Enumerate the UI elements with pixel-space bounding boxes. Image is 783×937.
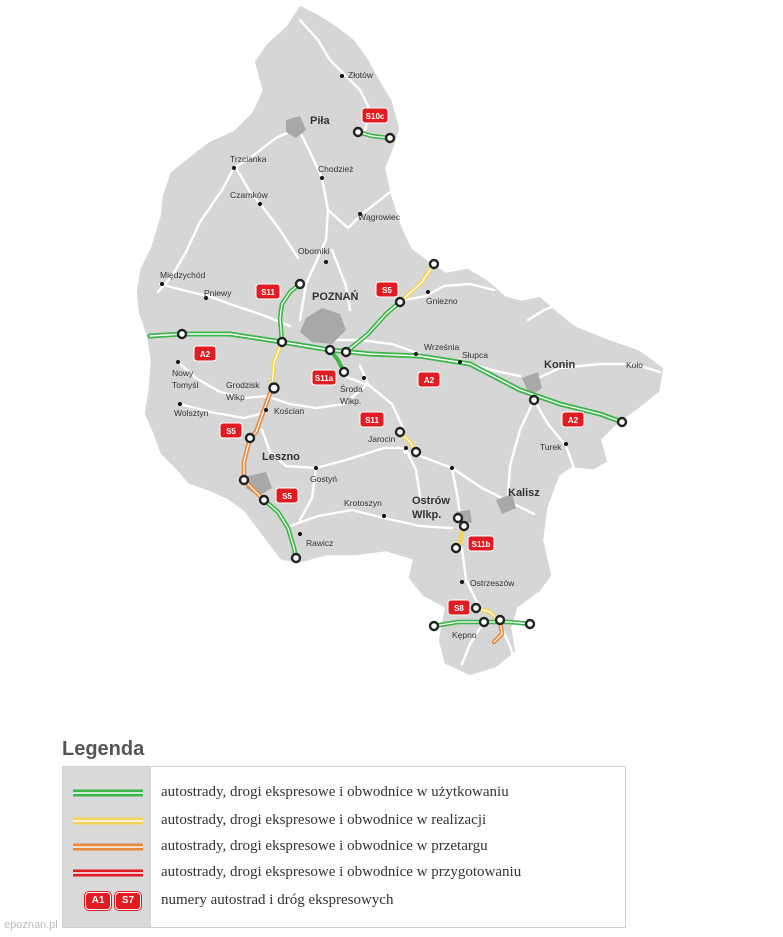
svg-text:A2: A2: [423, 376, 435, 385]
svg-text:Rawicz: Rawicz: [306, 538, 334, 548]
legend-row-in-use: [63, 781, 625, 805]
legend-row-shields: [63, 889, 625, 913]
legend-swatch-green: [73, 787, 143, 799]
svg-text:Kościan: Kościan: [274, 406, 305, 416]
legend-shield-a1: A1: [85, 892, 111, 910]
svg-text:Pniewy: Pniewy: [204, 288, 232, 298]
shield-s5-leszno: [276, 488, 298, 503]
svg-text:Koło: Koło: [626, 360, 644, 370]
legend-label-preparation: autostrady, drogi ekspresowe i obwodnice w przygotowaniu: [161, 864, 522, 880]
legend-label-shields: numery autostrad i dróg ekspresowych: [161, 892, 394, 908]
svg-text:S5: S5: [282, 492, 292, 501]
shield-s11-north: [256, 284, 280, 299]
svg-text:Wlkp.: Wlkp.: [340, 396, 362, 406]
svg-text:Wolsztyn: Wolsztyn: [174, 408, 209, 418]
svg-text:Krotoszyn: Krotoszyn: [344, 498, 382, 508]
svg-text:Grodzisk: Grodzisk: [226, 380, 260, 390]
svg-text:Wlkp: Wlkp: [226, 392, 245, 402]
svg-text:A2: A2: [199, 350, 211, 359]
svg-text:Jarocin: Jarocin: [368, 434, 396, 444]
svg-text:Kępno: Kępno: [452, 630, 477, 640]
svg-text:Wągrowiec: Wągrowiec: [358, 212, 401, 222]
svg-text:Trzcianka: Trzcianka: [230, 154, 267, 164]
city-label-ostrow-2: Wlkp.: [412, 509, 442, 521]
svg-text:Czarnków: Czarnków: [230, 190, 268, 200]
city-label-ostrow: Ostrów: [412, 495, 450, 507]
city-label-konin: Konin: [544, 359, 576, 371]
legend-box: [62, 766, 626, 928]
shield-s5-gniezno: [376, 282, 398, 297]
shield-s11-south: [360, 412, 384, 427]
legend-shield-s7: S7: [115, 892, 141, 910]
city-label-poznan: POZNAŃ: [312, 291, 359, 303]
svg-text:Nowy: Nowy: [172, 368, 194, 378]
shield-a2-west: [194, 346, 216, 361]
city-label-kalisz: Kalisz: [508, 487, 540, 499]
legend-label-in-use: autostrady, drogi ekspresowe i obwodnice w użytkowaniu: [161, 784, 509, 800]
svg-text:S5: S5: [226, 427, 236, 436]
svg-text:Środa: Środa: [340, 384, 363, 394]
svg-text:S11: S11: [261, 288, 275, 297]
svg-text:S11b: S11b: [471, 540, 491, 549]
city-label-pila: Piła: [310, 115, 330, 127]
svg-text:S11: S11: [365, 416, 379, 425]
svg-text:Gostyń: Gostyń: [310, 474, 337, 484]
city-label-leszno: Leszno: [262, 451, 300, 463]
legend-row-preparation: [63, 861, 625, 885]
legend-swatch-yellow: [73, 815, 143, 827]
svg-text:Złotów: Złotów: [348, 70, 374, 80]
shield-s5-koscian: [220, 423, 242, 438]
shield-s11b: [468, 536, 494, 551]
svg-text:Tomyśl: Tomyśl: [172, 380, 199, 390]
svg-text:S10c: S10c: [365, 112, 385, 121]
svg-text:A2: A2: [567, 416, 579, 425]
svg-text:Oborniki: Oborniki: [298, 246, 330, 256]
svg-text:Września: Września: [424, 342, 460, 352]
svg-text:Międzychód: Międzychód: [160, 270, 206, 280]
legend-title: Legenda: [62, 738, 145, 760]
svg-text:Gniezno: Gniezno: [426, 296, 458, 306]
watermark: epoznan.pl: [4, 919, 58, 931]
svg-text:Słupca: Słupca: [462, 350, 488, 360]
shield-a2-east: [562, 412, 584, 427]
svg-text:S11a: S11a: [314, 374, 334, 383]
svg-text:Ostrzeszów: Ostrzeszów: [470, 578, 515, 588]
legend-row-realization: [63, 809, 625, 833]
region-shape: [136, 5, 664, 676]
shield-s11a: [312, 370, 336, 385]
shield-s10c: [362, 108, 388, 123]
svg-text:Turek: Turek: [540, 442, 562, 452]
legend-label-realization: autostrady, drogi ekspresowe i obwodnice w realizacji: [161, 812, 487, 828]
legend-swatch-orange: [73, 841, 143, 853]
legend-row-tender: [63, 835, 625, 859]
legend-swatch-red: [73, 867, 143, 879]
shield-a2-center: [418, 372, 440, 387]
svg-text:Chodzież: Chodzież: [318, 164, 354, 174]
legend-label-tender: autostrady, drogi ekspresowe i obwodnice w przetargu: [161, 838, 488, 854]
svg-text:S8: S8: [454, 604, 464, 613]
shield-s8: [448, 600, 470, 615]
svg-text:S5: S5: [382, 286, 392, 295]
